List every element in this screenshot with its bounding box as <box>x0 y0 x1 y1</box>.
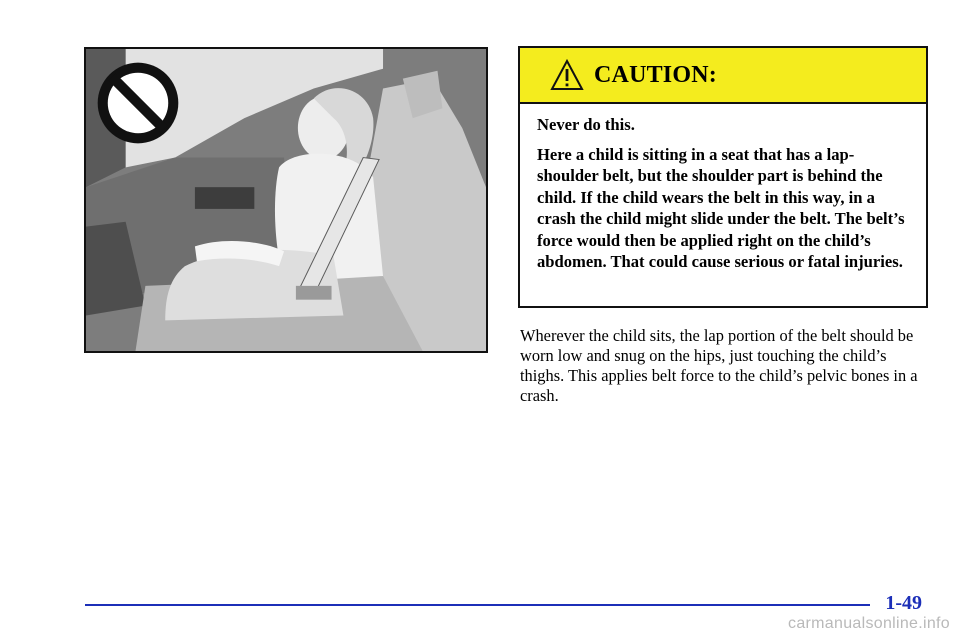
caution-text: Here a child is sitting in a seat that has a lap-shoulder belt, but the shoulder part is behind the child. If the child wears the belt in this way, in a crash the child might slide under the belt. The belt’s force would then be applied right on the child’s abdomen. That could cause serious or fatal injuries. <box>537 144 905 271</box>
no-symbol-icon <box>96 61 180 145</box>
child-seatbelt-illustration <box>84 47 488 353</box>
page-number: 1-49 <box>885 592 922 614</box>
caution-body <box>520 104 926 273</box>
caution-title: CAUTION: <box>594 61 717 88</box>
footer-rule <box>85 604 870 606</box>
caution-box <box>518 46 928 308</box>
body-paragraph: Wherever the child sits, the lap portion of the belt should be worn low and snug on the hips, just touching the child’s thighs. This applies belt force to the child’s pelvic bones in a crash. <box>520 326 918 405</box>
watermark: carmanualsonline.info <box>788 615 950 632</box>
caution-header <box>520 48 926 104</box>
warning-triangle-icon <box>550 59 584 91</box>
caution-lead: Never do this. <box>537 115 635 134</box>
